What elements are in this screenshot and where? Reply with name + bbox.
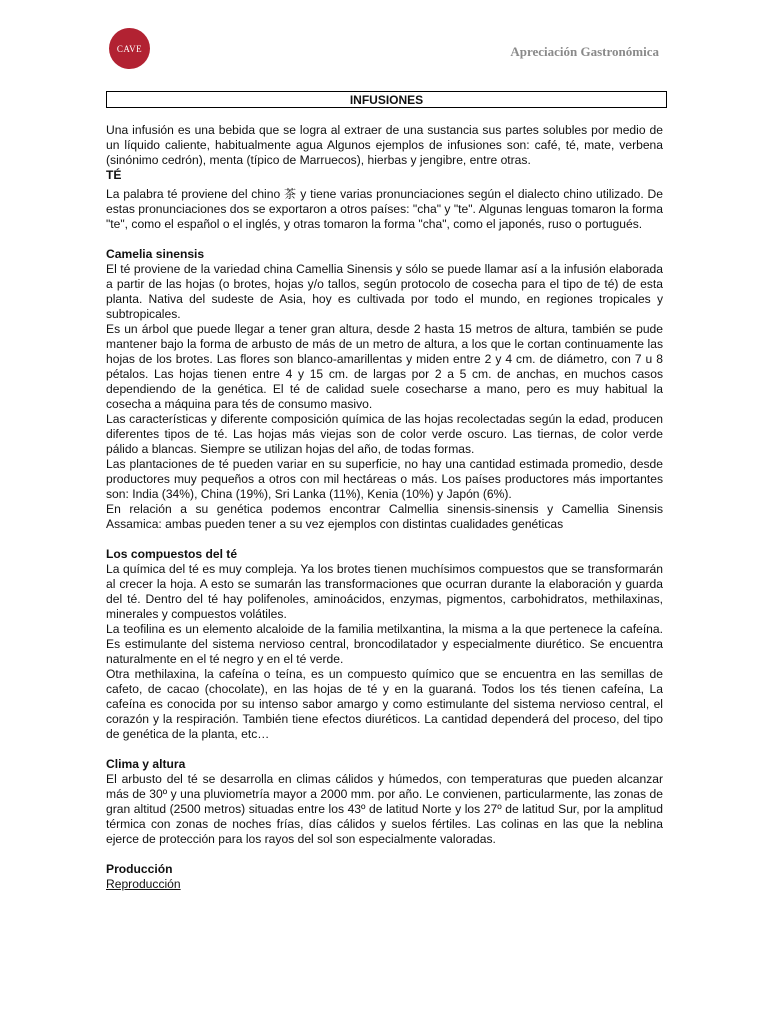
camelia-paragraph-4: Las plantaciones de té pueden variar en su superficie, no hay una cantidad estimada promedio, desde productores muy pequeños a otros con mil hectáreas o más. Los países productores más importantes son: India (34%), China (19%), Sri Lanka (11%), Kenia (10%) y Japón (6%). bbox=[106, 457, 663, 501]
section-heading-compuestos: Los compuestos del té bbox=[106, 547, 238, 561]
compuestos-paragraph-2: La teofilina es un elemento alcaloide de la familia metilxantina, la misma a la que pertenece la cafeína. Es estimulante del sistema nervioso central, broncodilatador y especialmente diurético. Se encuentra naturalmente en el té negro y en el té verde. bbox=[106, 622, 663, 666]
section-heading-produccion: Producción bbox=[106, 862, 173, 876]
compuestos-paragraph-3: Otra methilaxina, la cafeína o teína, es un compuesto químico que se encuentra en las semillas de cafeto, de cacao (chocolate), en las hojas de té y en la guaraná. Todos los tés tienen cafeína, La cafeína es conocida por su intenso sabor amargo y como estimulante del sistema nervioso central, el corazón y la respiración. También tiene efectos diuréticos. La cantidad dependerá del proceso, del tipo de genética de la planta, etc… bbox=[106, 667, 663, 741]
camelia-paragraph-2: Es un árbol que puede llegar a tener gran altura, desde 2 hasta 15 metros de altura, también se pude mantener bajo la forma de arbusto de más de un metro de altura, a los que le cortan continuamente las hojas de los brotes. Las flores son blanco-amarillentas y miden entre 2 y 4 cm. de diámetro, con 7 u 8 pétalos. Las hojas tienen entre 4 y 15 cm. de largas por 2 a 5 cm. de anchas, en muchos casos dependiendo de la genética. El té de calidad suele cosecharse a mano, pero es muy habitual la cosecha a máquina para tés de consumo masivo. bbox=[106, 322, 663, 411]
intro-paragraph: Una infusión es una bebida que se logra al extraer de una sustancia sus partes solubles por medio de un líquido caliente, habitualmente agua Algunos ejemplos de infusiones son: café, té, mate, verbena (sinónimo cedrón), menta (típico de Marruecos), hierbas y jengibre, entre otras. bbox=[106, 123, 663, 167]
cave-logo bbox=[109, 28, 150, 69]
logo-text: CAVE bbox=[116, 43, 143, 54]
section-heading-te: TÉ bbox=[106, 168, 122, 182]
subheading-reproduccion: Reproducción bbox=[106, 877, 181, 891]
section-heading-camelia: Camelia sinensis bbox=[106, 247, 205, 261]
document-body bbox=[106, 123, 663, 892]
camelia-paragraph-3: Las características y diferente composición química de las hojas recolectadas según la edad, producen diferentes tipos de té. Las hojas más viejas son de color verde oscuro. Las tiernas, de color verde pálido a blancas. Siempre se utilizan hojas del año, de todas formas. bbox=[106, 412, 663, 456]
clima-paragraph: El arbusto del té se desarrolla en climas cálidos y húmedos, con temperaturas que pueden alcanzar más de 30º y una pluviometría mayor a 2000 mm. por año. Le convienen, particularmente, las zonas de gran altitud (2500 metros) situadas entre los 43º de latitud Norte y los 27º de latitud Sur, por la amplitud térmica con zonas de noches frías, días cálidos y suelos fértiles. Las colinas en las que la neblina ejerce de protección para los rayos del sol son especialmente valoradas. bbox=[106, 772, 663, 846]
document-title: INFUSIONES bbox=[106, 91, 667, 108]
section-heading-clima: Clima y altura bbox=[106, 757, 186, 771]
header-section-title: Apreciación Gastronómica bbox=[510, 44, 659, 59]
camelia-paragraph-5: En relación a su genética podemos encontrar Calmellia sinensis-sinensis y Camellia Sinensis Assamica: ambas pueden tener a su vez ejemplos con distintas cualidades genéticas bbox=[106, 502, 663, 531]
compuestos-paragraph-1: La química del té es muy compleja. Ya los brotes tienen muchísimos compuestos que se transformarán al crecer la hoja. A esto se sumarán las transformaciones que ocurran durante la elaboración y guarda del té. Dentro del té hay polifenoles, aminoácidos, enzymas, pigmentos, carbohidratos, methilaxinas, minerales y compuestos volátiles. bbox=[106, 562, 663, 621]
te-paragraph: La palabra té proviene del chino 茶 y tiene varias pronunciaciones según el dialecto chino utilizado. De estas pronunciaciones dos se exportaron a otros países: "cha" y "te". Algunas lenguas tomaron la forma "te", como el español o el inglés, y otras tomaron la forma "cha", como el japonés, ruso o portugués. bbox=[106, 187, 663, 231]
camelia-paragraph-1: El té proviene de la variedad china Camellia Sinensis y sólo se puede llamar así a la infusión elaborada a partir de las hojas (o brotes, hojas y/o tallos, según protocolo de cosecha para el tipo de té) de esta planta. Nativa del sudeste de Asia, hoy es cultivada por todo el mundo, en regiones tropicales y subtropicales. bbox=[106, 262, 663, 321]
